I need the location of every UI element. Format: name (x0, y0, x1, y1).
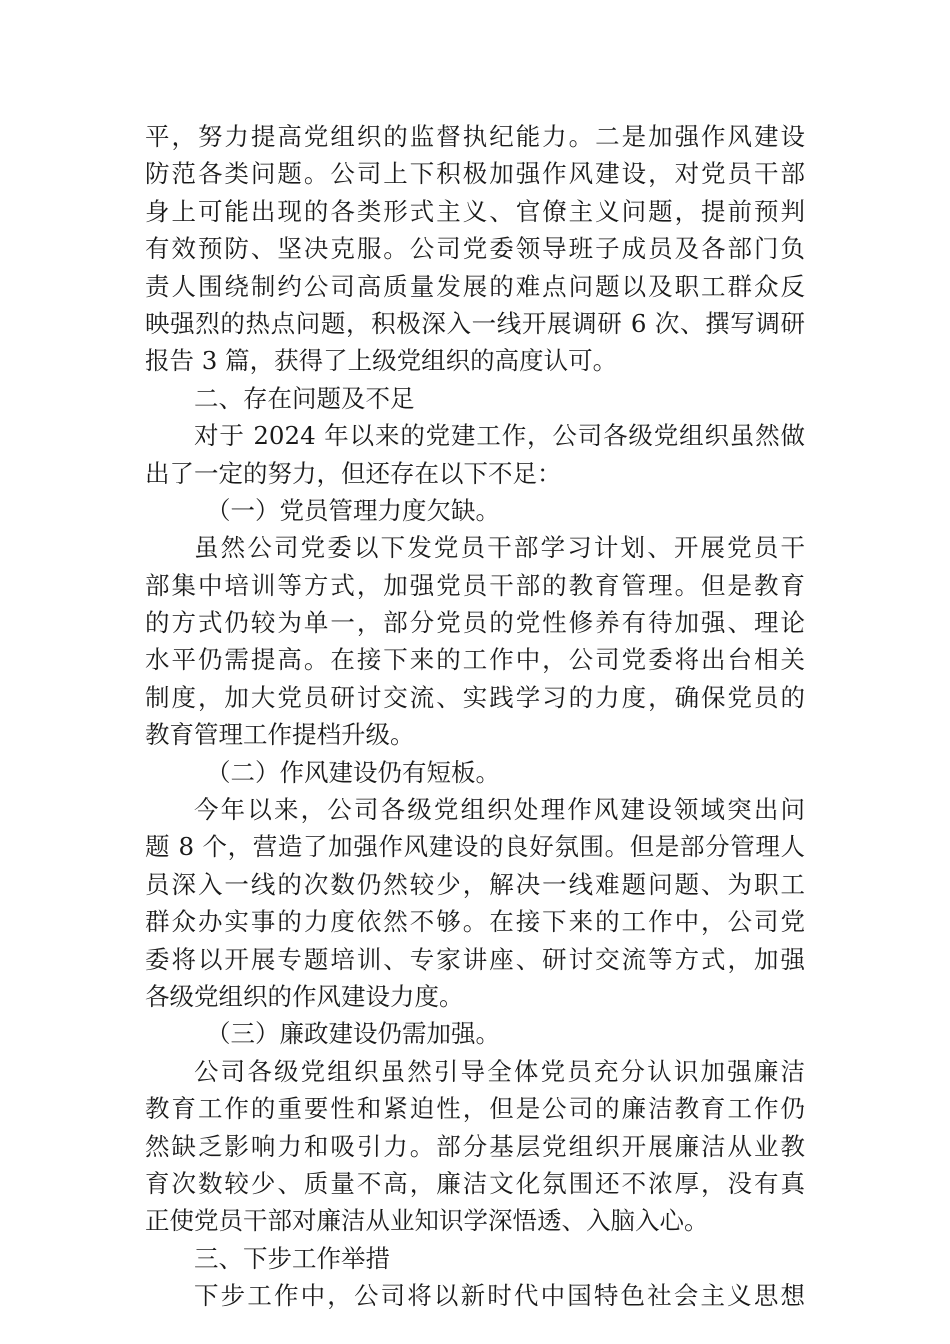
paragraph-line: 责人围绕制约公司高质量发展的难点问题以及职工群众反 (145, 271, 805, 301)
paragraph-line: 下步工作中，公司将以新时代中国特色社会主义思想 (194, 1281, 805, 1311)
paragraph-line: 各级党组织的作风建设力度。 (145, 981, 464, 1011)
paragraph-line: 教育管理工作提档升级。 (145, 720, 415, 750)
paragraph-line: 平，努力提高党组织的监督执纪能力。二是加强作风建设 (145, 122, 805, 151)
paragraph-line: 题 8 个，营造了加强作风建设的良好氛围。但是部分管理人 (145, 832, 805, 862)
paragraph-line: 教育工作的重要性和紧迫性，但是公司的廉洁教育工作仍 (145, 1094, 805, 1124)
paragraph-line: 群众办实事的力度依然不够。在接下来的工作中，公司党 (145, 907, 805, 937)
subsection-heading: （三）廉政建设仍需加强。 (206, 1019, 500, 1049)
paragraph-line: 报告 3 篇，获得了上级党组织的高度认可。 (145, 346, 618, 376)
paragraph-line: 的方式仍较为单一，部分党员的党性修养有待加强、理论 (145, 608, 805, 638)
paragraph-line: 委将以开展专题培训、专家讲座、研讨交流等方式，加强 (145, 944, 805, 974)
paragraph-line: 今年以来，公司各级党组织处理作风建设领域突出问 (194, 795, 805, 825)
document-page (145, 118, 805, 1315)
paragraph-line: 有效预防、坚决克服。公司党委领导班子成员及各部门负 (145, 234, 805, 264)
paragraph-line: 员深入一线的次数仍然较少，解决一线难题问题、为职工 (145, 869, 805, 899)
subsection-heading: （一）党员管理力度欠缺。 (206, 495, 500, 525)
subsection-heading: （二）作风建设仍有短板。 (206, 757, 500, 787)
paragraph-line: 对于 2024 年以来的党建工作，公司各级党组织虽然做 (194, 421, 805, 451)
paragraph-line: 育次数较少、质量不高，廉洁文化氛围还不浓厚，没有真 (145, 1168, 805, 1198)
paragraph-line: 制度，加大党员研讨交流、实践学习的力度，确保党员的 (145, 682, 805, 712)
paragraph-line: 公司各级党组织虽然引导全体党员充分认识加强廉洁 (194, 1056, 805, 1086)
paragraph-line: 映强烈的热点问题，积极深入一线开展调研 6 次、撰写调研 (145, 308, 805, 338)
paragraph-line: 身上可能出现的各类形式主义、官僚主义问题，提前预判 (145, 196, 805, 226)
section-heading: 二、存在问题及不足 (194, 383, 415, 413)
paragraph-line: 然缺乏影响力和吸引力。部分基层党组织开展廉洁从业教 (145, 1131, 805, 1161)
paragraph-line: 部集中培训等方式，加强党员干部的教育管理。但是教育 (145, 570, 805, 600)
paragraph-line: 防范各类问题。公司上下积极加强作风建设，对党员干部 (145, 159, 805, 189)
section-heading: 三、下步工作举措 (194, 1243, 390, 1273)
paragraph-line: 水平仍需提高。在接下来的工作中，公司党委将出台相关 (145, 645, 805, 675)
paragraph-line: 出了一定的努力，但还存在以下不足： (145, 458, 562, 488)
paragraph-line: 正使党员干部对廉洁从业知识学深悟透、入脑入心。 (145, 1206, 709, 1236)
paragraph-line: 虽然公司党委以下发党员干部学习计划、开展党员干 (194, 533, 805, 563)
